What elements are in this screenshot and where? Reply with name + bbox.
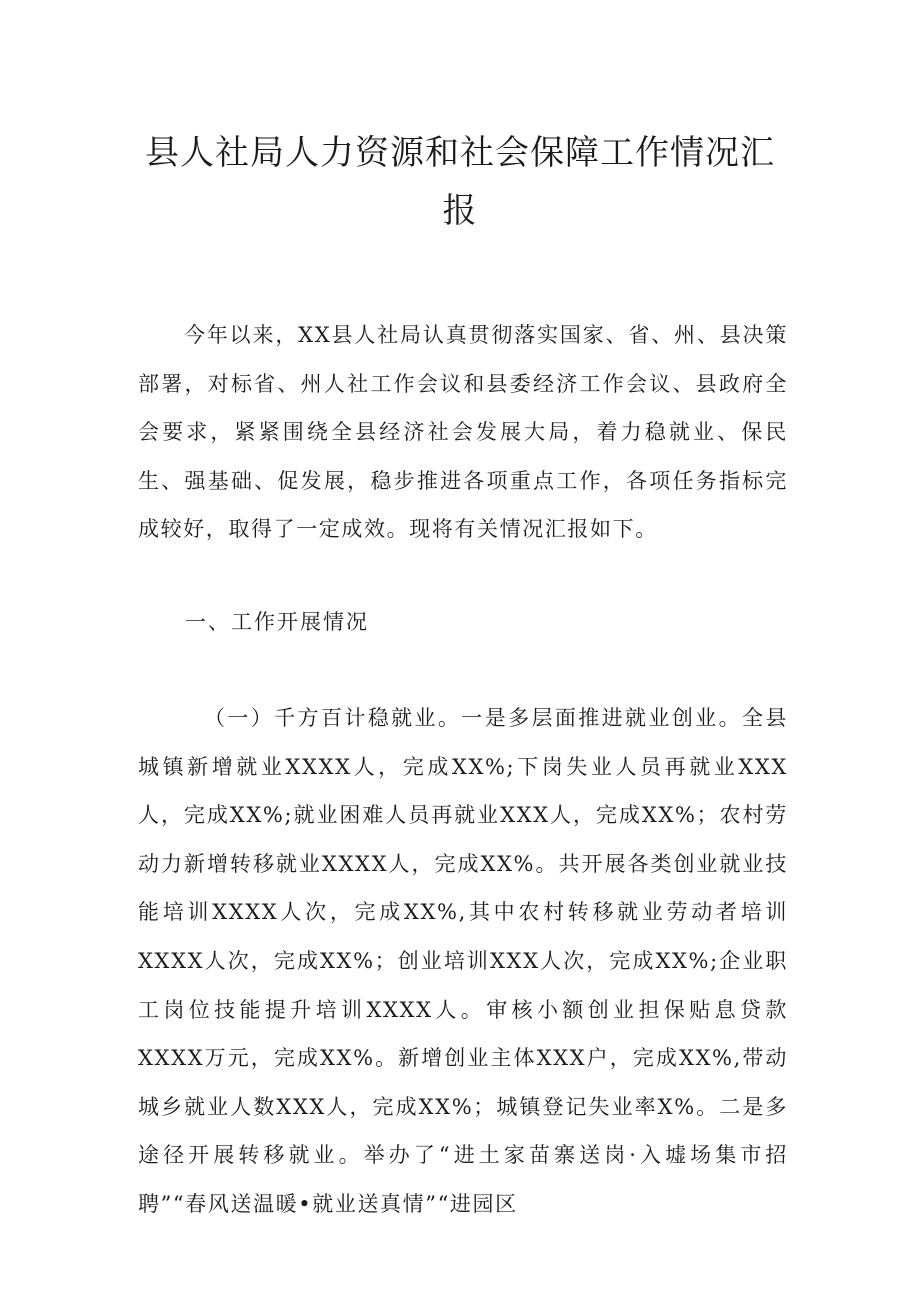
section-paragraph: （一）千方百计稳就业。一是多层面推进就业创业。全县城镇新增就业XXXX人，完成XX%;下岗失业人员再就业XXX人，完成XX%;就业困难人员再就业XXX人，完成XX%；农村劳动力新增转移就业XXXX人，完成XX%。共开展各类创业就业技能培训XXXX人次，完成XX%,其中农村转移就业劳动者培训XXXX人次，完成XX%；创业培训XXX人次，完成XX%;企业职工岗位技能提升培训XXXX人。审核小额创业担保贴息贷款XXXX万元，完成XX%。新增创业主体XXX户，完成XX%,带动城乡就业人数XXX人，完成XX%；城镇登记失业率X%。二是多途径开展转移就业。举办了“进土家苗寨送岗·入墟场集市招聘”“春风送温暖•就业送真情”“进园区 bbox=[138, 706, 788, 1216]
intro-paragraph: 今年以来，XX县人社局认真贯彻落实国家、省、州、县决策部署，对标省、州人社工作会议和县委经济工作会议、县政府全会要求，紧紧围绕全县经济社会发展大局，着力稳就业、保民生、强基础、促发展，稳步推进各项重点工作，各项任务指标完成较好，取得了一定成效。现将有关情况汇报如下。 bbox=[138, 323, 788, 542]
document-title-line-2: 报 bbox=[442, 191, 478, 231]
document-title-line-1: 县人社局人力资源和社会保障工作情况汇 bbox=[145, 133, 775, 173]
section-heading: 一、工作开展情况 bbox=[185, 610, 369, 634]
